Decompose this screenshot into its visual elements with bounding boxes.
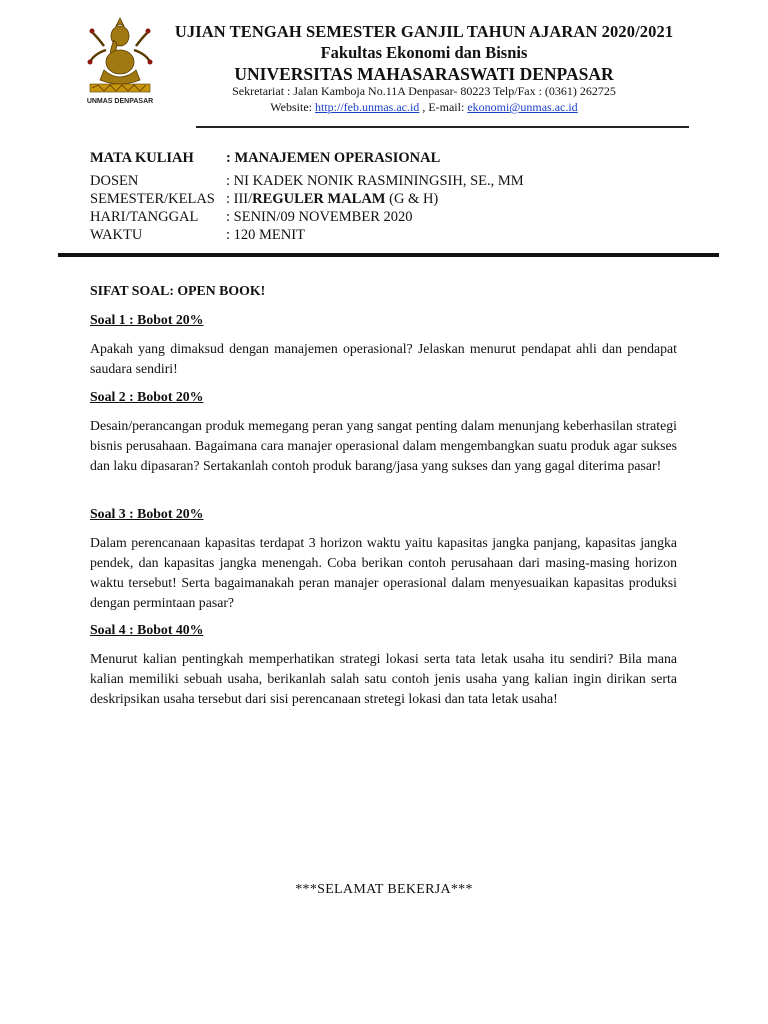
secretariat-address: Sekretariat : Jalan Kamboja No.11A Denpasar- 80223 Telp/Fax : (0361) 262725: [232, 84, 616, 98]
class-value: : III/REGULER MALAM (G & H): [226, 191, 439, 207]
class-key: SEMESTER/KELAS: [90, 191, 215, 207]
logo-caption: UNMAS DENPASAR: [86, 98, 154, 105]
lecturer-key: DOSEN: [90, 173, 139, 189]
header-divider: [196, 126, 689, 128]
faculty-name: Fakultas Ekonomi dan Bisnis: [320, 43, 528, 62]
question-2-text: Desain/perancangan produk memegang peran yang sangat penting dalam menunjang keberhasilan strategi bisnis perusahaan. Bagaimana cara manajer operasional dalam mengembangkan suatu produk agar sukses dan laku dipasaran? Sertakanlah contoh produk barang/jasa yang sukses dan yang gagal diterima pasar!: [90, 418, 677, 473]
date-value: : SENIN/09 NOVEMBER 2020: [226, 209, 413, 225]
contact-line: [160, 100, 688, 115]
date-key: HARI/TANGGAL: [90, 209, 199, 225]
duration-value: : 120 MENIT: [226, 227, 305, 243]
closing-message: ***SELAMAT BEKERJA***: [295, 882, 473, 897]
exam-nature: SIFAT SOAL: OPEN BOOK!: [90, 283, 266, 298]
question-1-heading: Soal 1 : Bobot 20%: [90, 312, 204, 327]
question-2-heading: Soal 2 : Bobot 20%: [90, 389, 204, 404]
question-3-heading: Soal 3 : Bobot 20%: [90, 506, 204, 521]
lecturer-value: : NI KADEK NONIK RASMININGSIH, SE., MM: [226, 173, 524, 189]
university-logo: [84, 14, 156, 106]
email-label: , E-mail:: [419, 100, 468, 114]
email-link[interactable]: ekonomi@unmas.ac.id: [467, 100, 578, 114]
info-divider: [58, 253, 719, 257]
duration-key: WAKTU: [90, 227, 143, 243]
course-key: MATA KULIAH: [90, 150, 194, 166]
exam-title: UJIAN TENGAH SEMESTER GANJIL TAHUN AJARAN 2020/2021: [174, 22, 674, 41]
question-1-text: Apakah yang dimaksud dengan manajemen operasional? Jelaskan menurut pendapat ahli dan pendapat saudara sendiri!: [90, 341, 677, 376]
question-4-text: Menurut kalian pentingkah memperhatikan strategi lokasi serta tata letak usaha itu sendiri? Bila mana kalian memiliki sebuah usaha, berikanlah salah satu contoh jenis usaha yang kalian ingin dirikan serta deskripsikan usaha tersebut dari sisi perencanaan stretegi lokasi dan tata letak usaha!: [90, 651, 677, 706]
question-4-heading: Soal 4 : Bobot 40%: [90, 622, 204, 637]
course-value: : MANAJEMEN OPERASIONAL: [226, 150, 441, 166]
website-label: Website:: [270, 100, 315, 114]
university-name: UNIVERSITAS MAHASARASWATI DENPASAR: [234, 64, 614, 84]
question-3-text: Dalam perencanaan kapasitas terdapat 3 horizon waktu yaitu kapasitas jangka panjang, kapasitas jangka pendek, dan kapasitas jangka menengah. Coba berikan contoh perusahaan dari masing-masing horizon waktu tersebut! Serta bagaimanakah peran manajer operasional dalam menyesuaikan kapasitas produksi dengan permintaan pasar?: [90, 535, 677, 610]
website-link[interactable]: http://feb.unmas.ac.id: [315, 100, 420, 114]
